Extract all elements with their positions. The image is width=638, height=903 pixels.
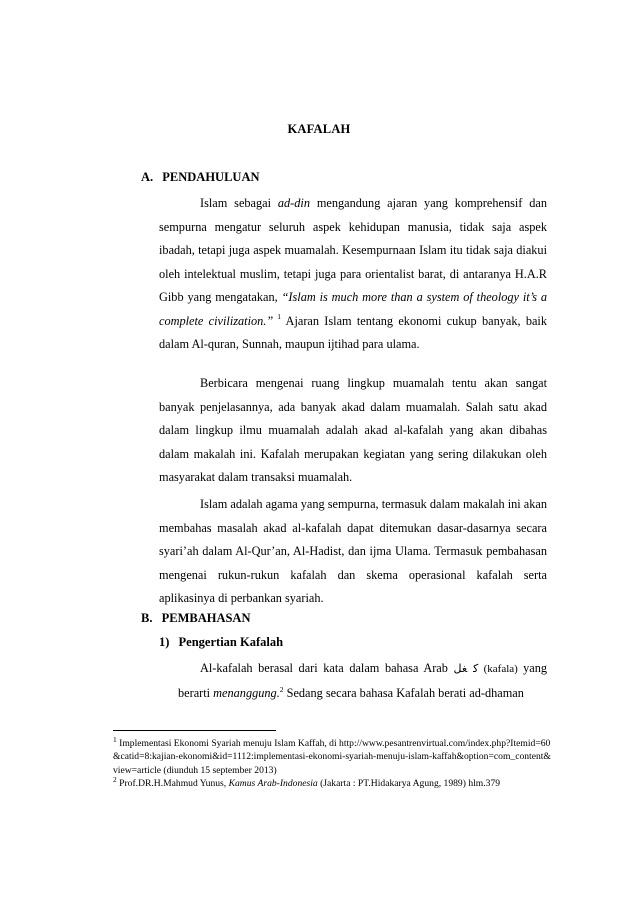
footnote-separator	[113, 730, 276, 731]
footnote-book-title: Kamus Arab-Indonesia	[228, 778, 318, 790]
footnote-number: 1	[113, 734, 117, 744]
paragraph-intro-3: Islam adalah agama yang sempurna, termasuk dalam makalah ini akan membahas masalah akad al-kafalah dapat ditemukan dasar-dasarnya secara syari’ah dalam Al-Qur’an, Al-Hadist, dan ijma Ulama. Termasuk pembahasan mengenai rukun-rukun kafalah dan skema operasional kafalah serta aplikasinya di perbankan syariah.	[159, 497, 547, 605]
section-title: PEMBAHASAN	[161, 611, 251, 625]
subsection-heading-pengertian	[159, 635, 283, 650]
text-run: mengandung ajaran yang komprehensif dan sempurna mengatur seluruh aspek kehidupan manusia, tidak saja aspek ibadah, tetapi juga aspek muamalah. Kesempurnaan Islam itu tidak saja diakui oleh intelektual muslim, tetapi juga para orientalist barat, di antaranya H.A.R Gibb yang mengatakan,	[159, 196, 547, 304]
footnote-ref: 1	[277, 312, 281, 322]
italic-quote: “Islam is much more than a system of theology it’s a complete civilization.”	[159, 290, 548, 328]
footnote-1	[113, 734, 553, 777]
section-heading-pembahasan	[141, 611, 251, 626]
subsection-number: 1)	[159, 635, 170, 649]
footnote-text: (Jakarta : PT.Hidakarya Agung, 1989) hlm.379	[317, 778, 501, 790]
text-run: yang berarti	[178, 661, 547, 700]
footnote-ref: 2	[279, 684, 284, 694]
footnotes	[113, 734, 553, 791]
paragraph-intro-2: Berbicara mengenai ruang lingkup muamalah tentu akan sangat banyak penjelasannya, ada banyak akad dalam muamalah. Salah satu akad dalam lingkup ilmu muamalah adalah akad al-kafalah yang akan dibahas dalam makalah ini. Kafalah merupakan kegiatan yang sering dilakukan oleh masyarakat dalam transaksi muamalah.	[159, 376, 547, 484]
text-run: Sedang secara bahasa Kafalah berati ad-dhaman	[283, 685, 524, 700]
arabic-word: ﻛ ﻐﻞ	[453, 662, 479, 675]
transliteration: (kafala)	[478, 663, 524, 675]
footnote-2	[113, 777, 553, 790]
italic-term: ad-din	[277, 196, 310, 210]
document-title: KAFALAH	[287, 122, 351, 136]
subsection-title: Pengertian Kafalah	[178, 635, 284, 649]
footnote-text: Prof.DR.H.Mahmud Yunus,	[116, 778, 229, 790]
text-run: Ajaran Islam tentang ekonomi cukup banyak, baik dalam Al-quran, Sunnah, maupun ijtihad para ulama.	[159, 313, 547, 351]
footnote-text: Implementasi Ekonomi Syariah menuju Islam Kaffah, di http://www.pesantrenvirtual.com/index.php?Itemid=60&catid=8:kajian-ekonomi&id=1112:implementasi-ekonomi-syariah-menuju-islam-kaffah&option=com_content&view=article (diunduh 15 september 2013)	[113, 738, 551, 776]
text-run: Islam sebagai	[200, 196, 278, 210]
section-heading-pendahuluan	[141, 170, 260, 185]
section-number: B.	[141, 611, 153, 625]
italic-term: menanggung.	[213, 685, 280, 700]
paragraph-pengertian	[178, 657, 547, 705]
section-number: A.	[141, 170, 154, 184]
paragraph-intro-1	[159, 192, 547, 357]
text-run: Al-kafalah berasal dari kata dalam bahasa Arab	[200, 661, 454, 675]
footnote-number: 2	[113, 775, 117, 785]
section-title: PENDAHULUAN	[162, 170, 260, 184]
